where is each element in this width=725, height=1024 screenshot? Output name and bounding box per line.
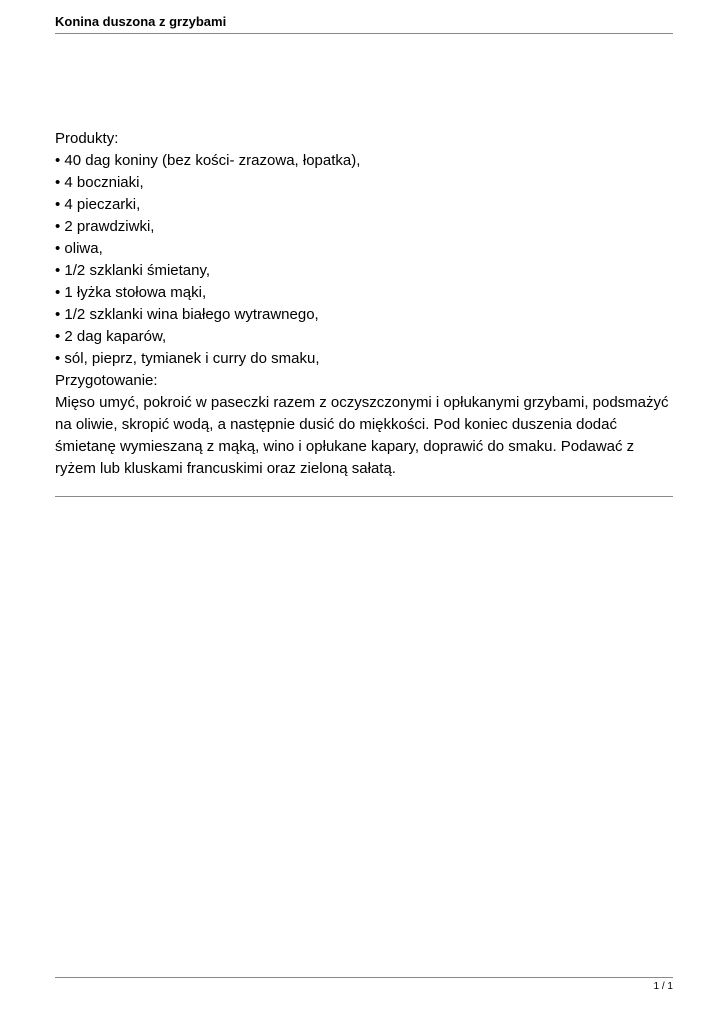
- ingredient-item: • 2 prawdziwki,: [55, 218, 155, 235]
- ingredient-item: • 4 boczniaki,: [55, 174, 144, 191]
- ingredient-item: • 40 dag koniny (bez kości- zrazowa, łopatka),: [55, 152, 361, 169]
- products-section-label: Produkty:: [55, 130, 119, 147]
- content-divider: [55, 496, 673, 497]
- ingredient-item: • 4 pieczarki,: [55, 196, 141, 213]
- header-divider: [55, 33, 673, 34]
- ingredient-item: • sól, pieprz, tymianek i curry do smaku,: [55, 350, 320, 367]
- preparation-section-label: Przygotowanie:: [55, 372, 158, 389]
- ingredient-item: • 2 dag kaparów,: [55, 328, 167, 345]
- ingredient-item: • 1 łyżka stołowa mąki,: [55, 284, 207, 301]
- page-footer: [55, 977, 673, 993]
- ingredient-item: • oliwa,: [55, 240, 103, 257]
- preparation-text: Mięso umyć, pokroić w paseczki razem z oczyszczonymi i opłukanymi grzybami, podsmażyć na oliwie, skropić wodą, a następnie dusić do miękkości. Pod koniec duszenia dodać śmietanę wymieszaną z mąką, wino i opłukane kapary, doprawić do smaku. Podawać z ryżem lub kluskami francuskimi oraz zieloną sałatą.: [55, 394, 669, 477]
- page-header: [55, 0, 673, 34]
- document-title: Konina duszona z grzybami: [55, 14, 227, 29]
- ingredient-item: • 1/2 szklanki wina białego wytrawnego,: [55, 306, 319, 323]
- page-number: 1 / 1: [653, 981, 673, 992]
- footer-divider: [55, 977, 673, 978]
- ingredient-item: • 1/2 szklanki śmietany,: [55, 262, 211, 279]
- document-body: [55, 128, 673, 497]
